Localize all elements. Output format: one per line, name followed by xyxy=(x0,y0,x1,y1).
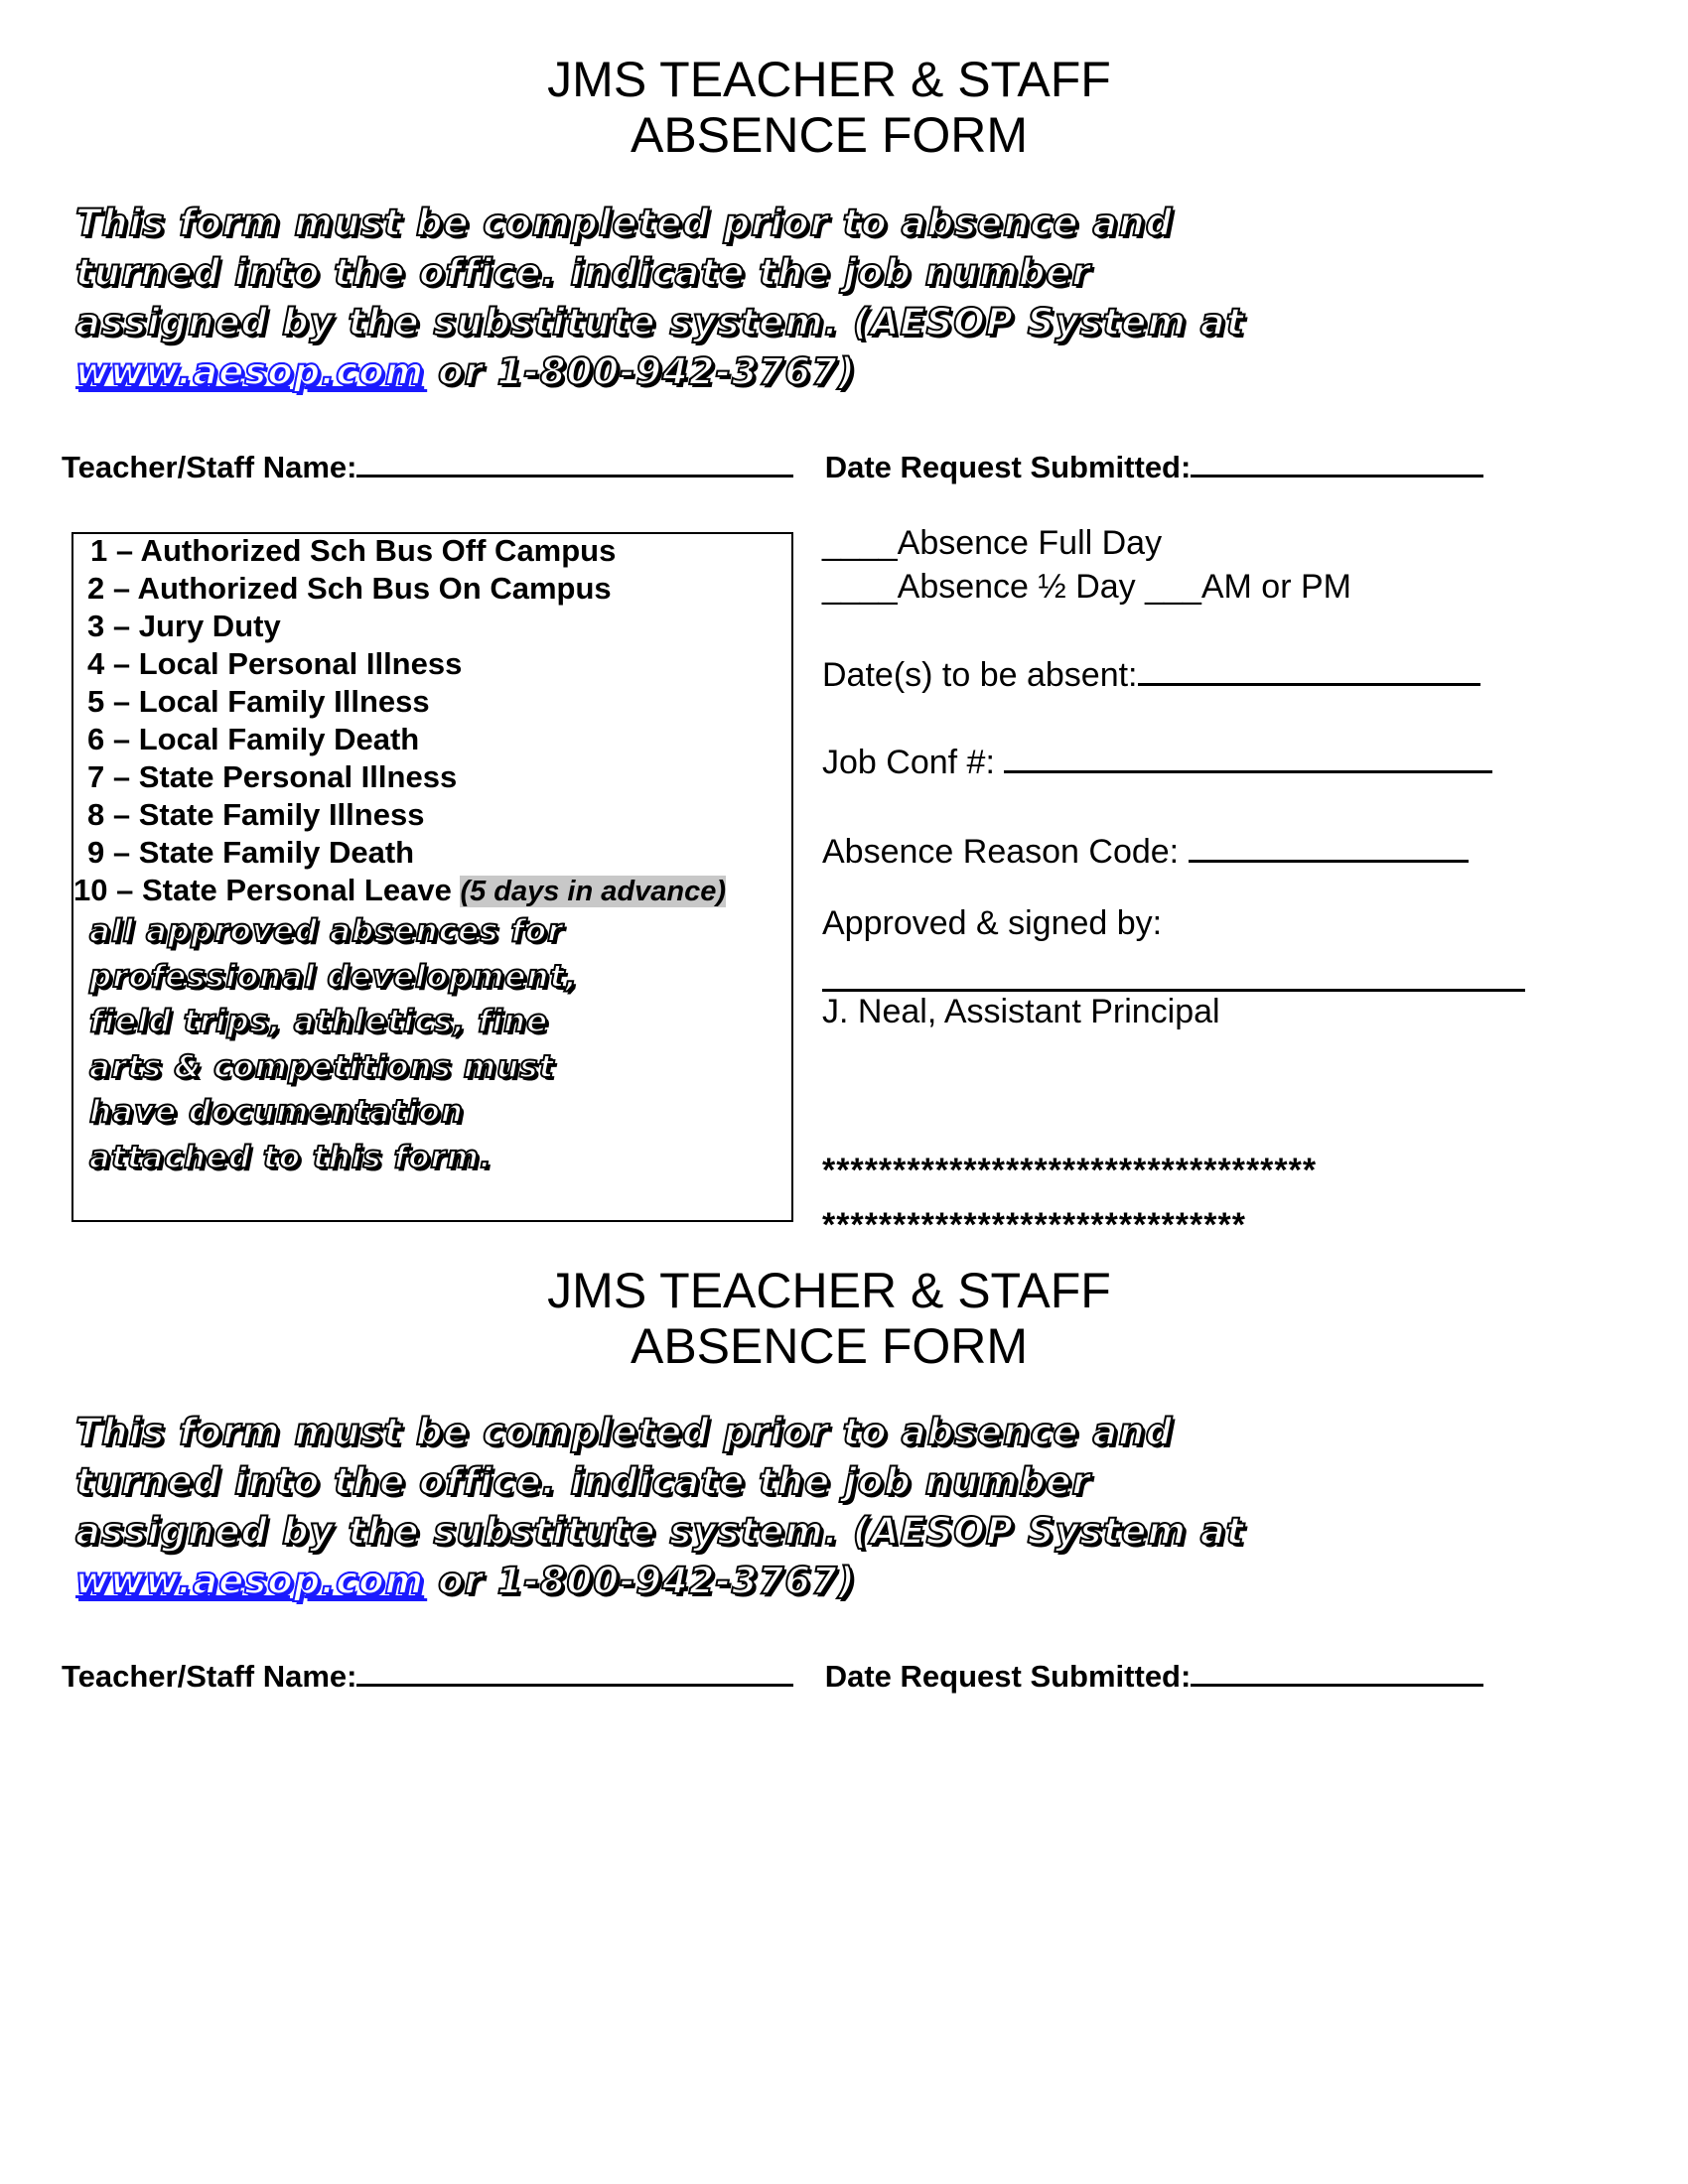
instructions-line: turned into the office. indicate the job number xyxy=(75,1460,1091,1503)
documentation-note xyxy=(89,909,578,1180)
code-item: 1 – Authorized Sch Bus Off Campus xyxy=(90,533,617,568)
aesop-link[interactable]: www.aesop.com xyxy=(75,350,425,393)
reason-code-row xyxy=(822,832,1469,872)
advance-note: (5 days in advance) xyxy=(460,876,726,907)
code-item: 8 – State Family Illness xyxy=(87,797,425,832)
form-title-line2: ABSENCE FORM xyxy=(630,107,1029,163)
date-submitted-label: Date Request Submitted: xyxy=(824,1659,1192,1694)
teacher-name-field[interactable] xyxy=(356,1656,793,1687)
note-line: professional development, xyxy=(89,958,579,995)
full-day-label: Absence Full Day xyxy=(897,524,1163,562)
note-line: arts & competitions must xyxy=(89,1048,555,1085)
dates-field[interactable] xyxy=(1138,655,1480,686)
phone-text: or 1-800-942-3767) xyxy=(424,1560,856,1602)
full-day-row xyxy=(822,524,1162,563)
form-title-line1: JMS TEACHER & STAFF xyxy=(547,1263,1111,1318)
teacher-name-label: Teacher/Staff Name: xyxy=(62,450,357,484)
instructions-line: assigned by the substitute system. (AESOP System at xyxy=(75,301,1245,343)
teacher-name-label: Teacher/Staff Name: xyxy=(62,1659,357,1694)
instructions-line: This form must be completed prior to absence and xyxy=(75,202,1174,244)
code-item: 6 – Local Family Death xyxy=(87,722,420,756)
code-item xyxy=(73,872,726,910)
name-date-row xyxy=(62,447,1483,485)
form-title-line2: ABSENCE FORM xyxy=(630,1318,1029,1374)
separator-stars: *********************************** xyxy=(822,1152,1318,1189)
reason-code-label: Absence Reason Code: xyxy=(822,833,1189,871)
instructions xyxy=(75,199,1244,397)
note-line: field trips, athletics, fine xyxy=(89,1004,549,1039)
approver-name: J. Neal, Assistant Principal xyxy=(822,993,1220,1030)
instructions-line xyxy=(75,347,1244,397)
separator-stars: ****************************** xyxy=(822,1206,1246,1244)
job-conf-label: Job Conf #: xyxy=(822,744,1005,781)
dates-row xyxy=(822,655,1480,695)
half-day-label: Absence ½ Day xyxy=(897,568,1146,606)
instructions-line: This form must be completed prior to absence and xyxy=(75,1411,1174,1453)
dates-label: Date(s) to be absent: xyxy=(822,656,1138,694)
full-day-blank[interactable]: ____ xyxy=(822,524,898,562)
date-submitted-field[interactable] xyxy=(1191,447,1483,478)
signature-line[interactable] xyxy=(822,989,1525,992)
instructions-line: assigned by the substitute system. (AESOP System at xyxy=(75,1510,1245,1553)
ampm-label: AM or PM xyxy=(1200,568,1351,606)
approved-label: Approved & signed by: xyxy=(822,904,1163,942)
instructions-line xyxy=(75,1557,1244,1606)
job-conf-field[interactable] xyxy=(1004,743,1492,773)
code-item-label: 10 – State Personal Leave xyxy=(73,873,461,907)
note-line: have documentation xyxy=(89,1094,464,1130)
name-date-row xyxy=(62,1656,1483,1695)
teacher-name-field[interactable] xyxy=(356,447,793,478)
code-item: 3 – Jury Duty xyxy=(87,609,281,643)
reason-codes-list xyxy=(73,532,726,910)
job-conf-row xyxy=(822,743,1492,782)
code-item: 2 – Authorized Sch Bus On Campus xyxy=(87,571,612,606)
date-submitted-field[interactable] xyxy=(1191,1656,1483,1687)
code-item: 7 – State Personal Illness xyxy=(87,759,458,794)
date-submitted-label: Date Request Submitted: xyxy=(824,450,1192,484)
instructions xyxy=(75,1408,1244,1606)
instructions-line: turned into the office. indicate the job number xyxy=(75,251,1091,294)
reason-code-field[interactable] xyxy=(1189,832,1469,863)
form-title-line1: JMS TEACHER & STAFF xyxy=(547,52,1111,107)
phone-text: or 1-800-942-3767) xyxy=(424,350,856,393)
ampm-blank[interactable]: ___ xyxy=(1145,568,1201,606)
code-item: 9 – State Family Death xyxy=(87,835,415,870)
code-item: 4 – Local Personal Illness xyxy=(87,646,463,681)
half-day-blank[interactable]: ____ xyxy=(822,568,898,606)
aesop-link[interactable]: www.aesop.com xyxy=(75,1560,425,1602)
note-line: all approved absences for xyxy=(89,913,564,949)
note-line: attached to this form. xyxy=(89,1139,492,1175)
half-day-row xyxy=(822,568,1351,607)
code-item: 5 – Local Family Illness xyxy=(87,684,430,719)
